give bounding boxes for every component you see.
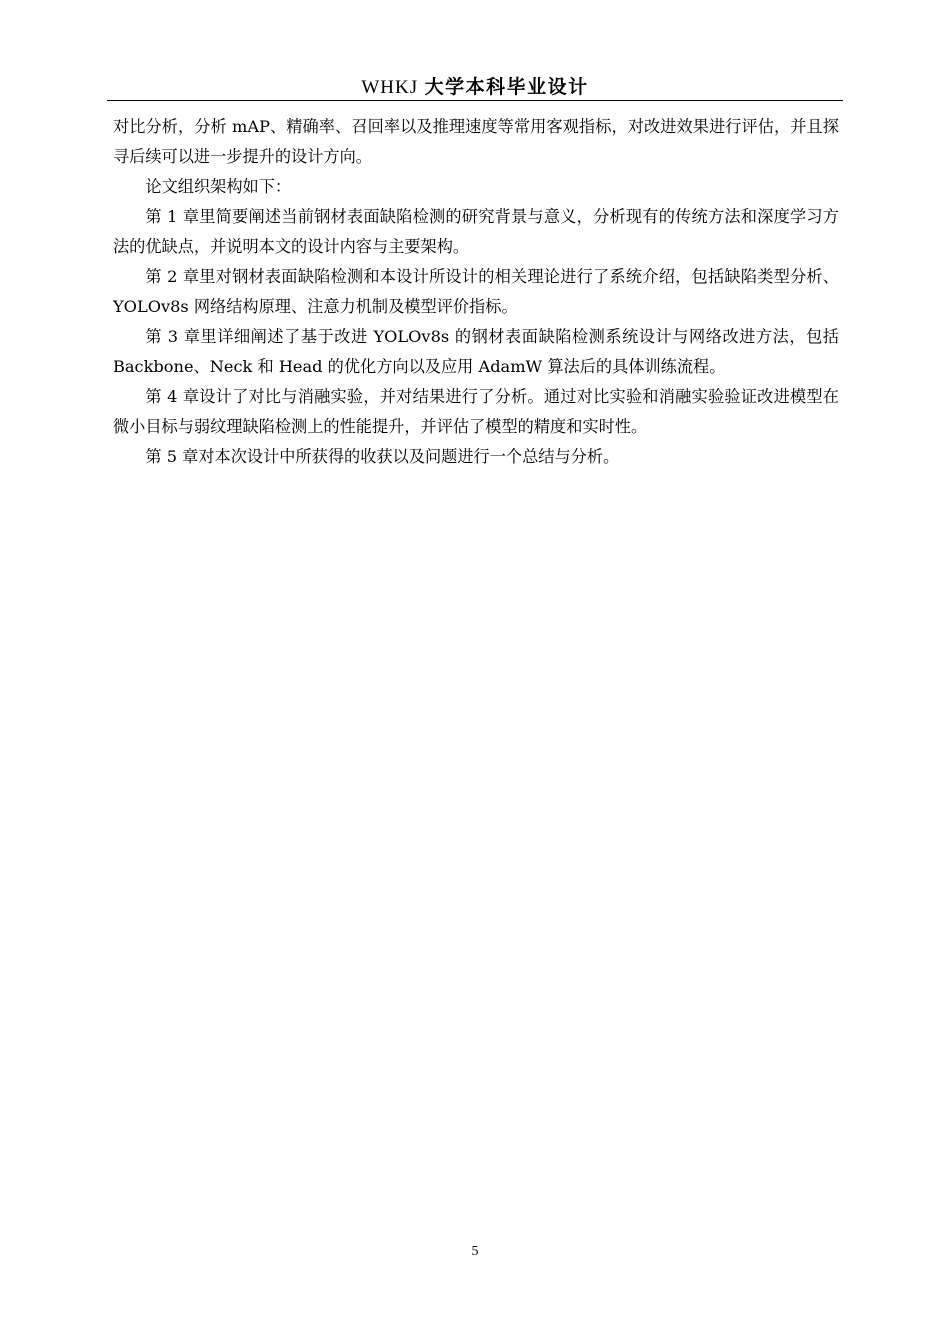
page-header: [107, 74, 843, 100]
page-number: 5: [471, 1244, 479, 1259]
header-code: WHKJ: [361, 77, 419, 98]
header-rule: [107, 100, 843, 101]
paragraph-chapter-1: 第 1 章里简要阐述当前钢材表面缺陷检测的研究背景与意义，分析现有的传统方法和深度学习方法的优缺点，并说明本文的设计内容与主要架构。: [113, 207, 839, 256]
paragraph-chapter-3: 第 3 章里详细阐述了基于改进 YOLOv8s 的钢材表面缺陷检测系统设计与网络改进方法，包括 Backbone、Neck 和 Head 的优化方向以及应用 AdamW 算法后的具体训练流程。: [113, 327, 839, 376]
body-text: [113, 112, 839, 472]
paragraph-chapter-5: 第 5 章对本次设计中所获得的收获以及问题进行一个总结与分析。: [145, 447, 620, 466]
paragraph-structure-intro: 论文组织架构如下：: [145, 177, 292, 196]
header-title: 大学本科毕业设计: [424, 76, 589, 98]
paragraph-continuation: 对比分析，分析 mAP、精确率、召回率以及推理速度等常用客观指标，对改进效果进行评估，并且探寻后续可以进一步提升的设计方向。: [113, 117, 839, 166]
paragraph-chapter-4: 第 4 章设计了对比与消融实验，并对结果进行了分析。通过对比实验和消融实验验证改进模型在微小目标与弱纹理缺陷检测上的性能提升，并评估了模型的精度和实时性。: [113, 387, 839, 436]
paragraph-chapter-2: 第 2 章里对钢材表面缺陷检测和本设计所设计的相关理论进行了系统介绍，包括缺陷类型分析、YOLOv8s 网络结构原理、注意力机制及模型评价指标。: [113, 267, 839, 316]
